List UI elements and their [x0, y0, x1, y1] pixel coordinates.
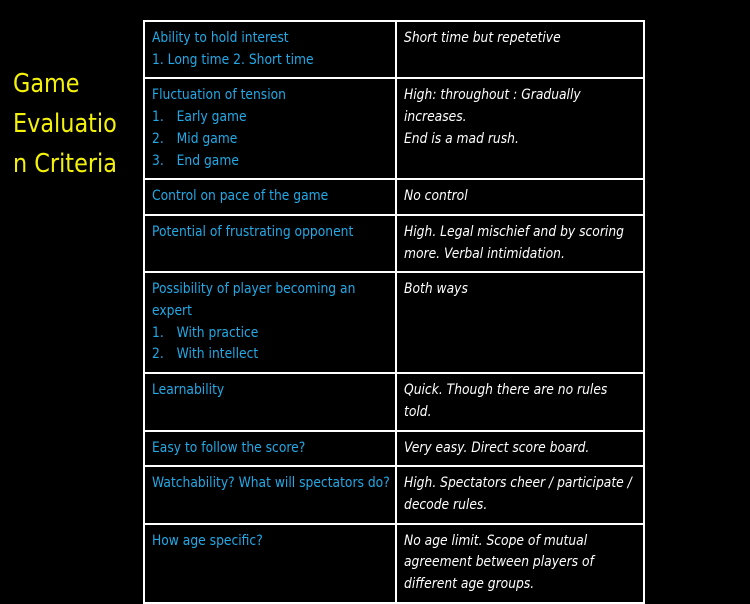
sub-item-text: Early game — [176, 109, 247, 126]
answer-cell — [396, 21, 644, 78]
table-row — [144, 272, 644, 373]
criterion-cell — [144, 21, 396, 78]
criterion-text: Potential of frustrating opponent — [152, 223, 354, 240]
answer-text: High. Spectators cheer / participate / — [404, 475, 632, 492]
sub-item-text: With practice — [176, 324, 259, 341]
sub-item-number: 1. — [152, 109, 164, 126]
table-row — [144, 524, 644, 603]
criterion-cell — [144, 215, 396, 272]
answer-text: Very easy. Direct score board. — [404, 439, 590, 456]
table-row — [144, 179, 644, 215]
answer-cell — [396, 179, 644, 215]
title-line-3: n Criteria — [13, 149, 117, 179]
answer-text: Quick. Though there are no rules — [404, 382, 608, 399]
answer-text: No age limit. Scope of mutual — [404, 532, 588, 549]
answer-text: agreement between players of — [404, 554, 594, 571]
sub-item-text: End game — [176, 152, 239, 169]
criterion-text: Control on pace of the game — [152, 188, 329, 205]
sub-item-number: 1. — [152, 324, 164, 341]
criterion-text: Fluctuation of tension — [152, 87, 286, 104]
title-line-1: Game — [13, 69, 80, 99]
criterion-text: Ability to hold interest — [152, 30, 289, 46]
criterion-cell — [144, 431, 396, 467]
answer-cell — [396, 524, 644, 603]
answer-text: Both ways — [404, 281, 468, 298]
criterion-cell — [144, 179, 396, 215]
answer-cell — [396, 215, 644, 272]
table-row — [144, 21, 644, 78]
sub-item — [152, 323, 387, 345]
criterion-cell — [144, 524, 396, 603]
criterion-cell — [144, 373, 396, 430]
sub-item — [152, 129, 387, 151]
criterion-text: Possibility of player becoming an — [152, 281, 356, 298]
title-line-2: Evaluatio — [13, 109, 117, 139]
table-row — [144, 78, 644, 179]
answer-text: decode rules. — [404, 496, 488, 513]
answer-cell — [396, 272, 644, 373]
sub-item-number: 2. — [152, 346, 164, 363]
criterion-cell — [144, 466, 396, 523]
slide-title — [13, 64, 121, 184]
sub-item-text: Mid game — [176, 130, 238, 147]
answer-text: increases. — [404, 109, 467, 126]
criterion-text: Learnability — [152, 382, 225, 399]
answer-cell — [396, 373, 644, 430]
sub-item-text: With intellect — [176, 346, 259, 363]
answer-cell — [396, 431, 644, 467]
answer-text: No control — [404, 188, 468, 205]
answer-text: told. — [404, 403, 432, 420]
table-row — [144, 431, 644, 467]
table-row — [144, 215, 644, 272]
answer-text: High: throughout : Gradually — [404, 87, 581, 104]
answer-text: different age groups. — [404, 576, 535, 593]
sub-item — [152, 151, 387, 173]
criterion-text: Easy to follow the score? — [152, 439, 306, 456]
sub-item-number: 3. — [152, 152, 164, 169]
answer-text: more. Verbal intimidation. — [404, 245, 565, 262]
criterion-text: 1. Long time 2. Short time — [152, 51, 314, 68]
criterion-text: Watchability? What will spectators do? — [152, 475, 390, 492]
criterion-cell — [144, 272, 396, 373]
criterion-cell — [144, 78, 396, 179]
criterion-text: expert — [152, 303, 192, 320]
answer-cell — [396, 466, 644, 523]
answer-text: End is a mad rush. — [404, 130, 519, 147]
criteria-table — [143, 20, 645, 604]
sub-item — [152, 107, 387, 129]
criterion-text: How age specific? — [152, 532, 263, 549]
table-row — [144, 466, 644, 523]
answer-text: High. Legal mischief and by scoring — [404, 223, 624, 240]
answer-text: Short time but repetetive — [404, 30, 561, 46]
table-row — [144, 373, 644, 430]
sub-item-number: 2. — [152, 130, 164, 147]
answer-cell — [396, 78, 644, 179]
sub-item — [152, 344, 387, 366]
